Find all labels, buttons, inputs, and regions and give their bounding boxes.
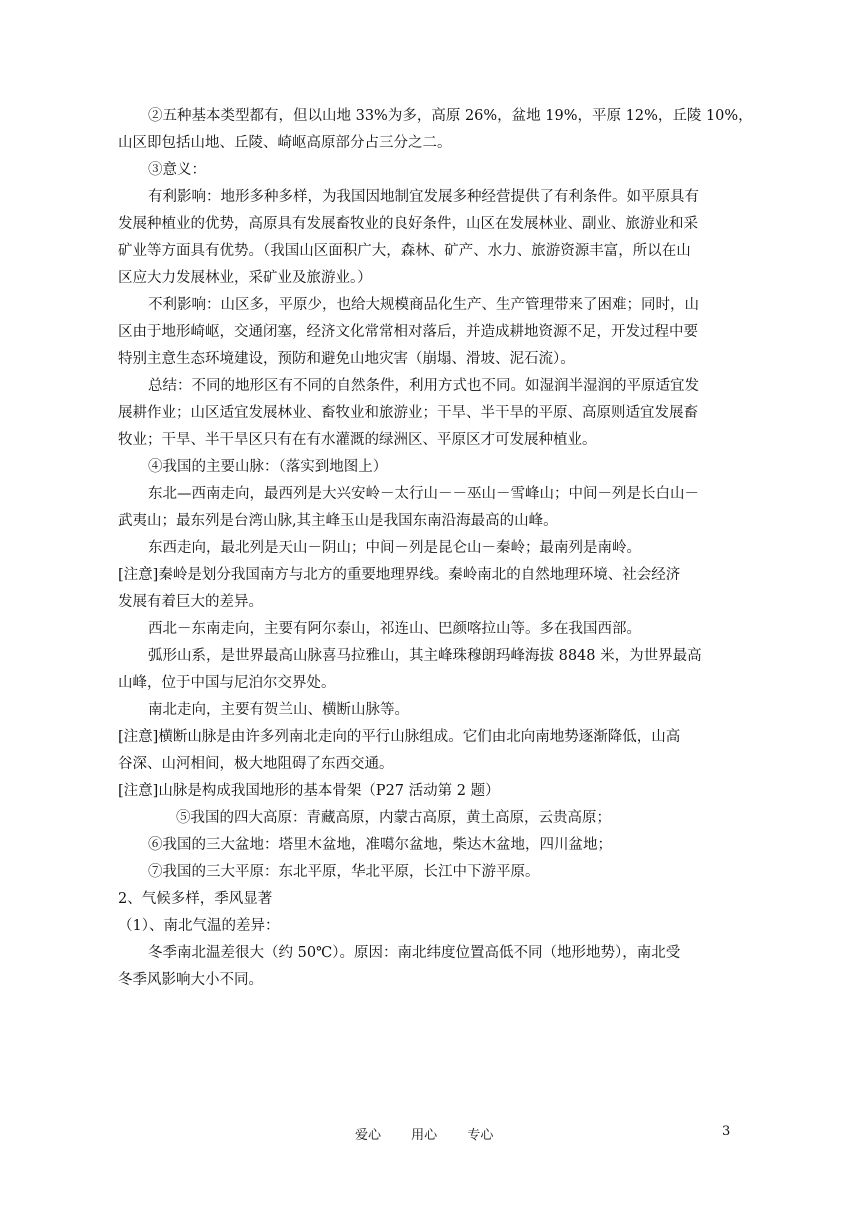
text-line: 南北走向，主要有贺兰山、横断山脉等。 <box>148 702 409 718</box>
text-line: 山区即包括山地、丘陵、崎岖高原部分占三分之二。 <box>118 135 452 151</box>
text-line: 冬季南北温差很大（约 50℃）。原因：南北纬度位置高低不同（地形地势），南北受 <box>148 945 681 961</box>
text-line: ③意义： <box>148 162 206 178</box>
text-line: ⑦我国的三大平原：东北平原，华北平原，长江中下游平原。 <box>148 864 540 880</box>
text-line: 总结：不同的地形区有不同的自然条件，利用方式也不同。如湿润半湿润的平原适宜发 <box>148 378 699 394</box>
text-line: 武夷山；最东列是台湾山脉,其主峰玉山是我国东南沿海最高的山峰。 <box>118 513 558 529</box>
footer-motto-3: 专心 <box>467 1128 494 1143</box>
text-line: ⑥我国的三大盆地：塔里木盆地，准噶尔盆地，柴达木盆地，四川盆地； <box>148 837 612 853</box>
text-line: 矿业等方面具有优势。（我国山区面积广大，森林、矿产、水力、旅游资源丰富，所以在山 <box>118 243 691 259</box>
text-line: 东西走向，最北列是天山－阴山；中间－列是昆仑山－秦岭；最南列是南岭。 <box>148 540 641 556</box>
text-line: ⑤我国的四大高原：青藏高原，内蒙古高原，黄土高原，云贵高原； <box>176 810 611 826</box>
text-line: 区应大力发展林业，采矿业及旅游业。） <box>118 270 372 286</box>
text-line: 2、气候多样，季风显著 <box>118 891 273 907</box>
text-line: 东北—西南走向，最西列是大兴安岭－太行山－－巫山－雪峰山；中间－列是长白山－ <box>148 486 699 502</box>
text-line: [注意]山脉是构成我国地形的基本骨架（P27 活动第 2 题） <box>118 783 500 799</box>
text-line: 展耕作业；山区适宜发展林业、畜牧业和旅游业；干旱、半干旱的平原、高原则适宜发展畜 <box>118 405 698 421</box>
text-line: 谷深、山河相间，极大地阻碍了东西交通。 <box>118 756 394 772</box>
text-line: 不利影响：山区多，平原少，也给大规模商品化生产、生产管理带来了困难；同时，山 <box>148 297 699 313</box>
text-line: 有利影响：地形多种多样，为我国因地制宜发展多种经营提供了有利条件。如平原具有 <box>148 189 699 205</box>
text-line: 特别主意生态环境建设，预防和避免山地灾害（崩塌、滑坡、泥石流）。 <box>118 351 575 367</box>
footer-motto <box>355 1124 519 1143</box>
text-line: 牧业；干旱、半干旱区只有在有水灌溉的绿洲区、平原区才可发展种植业。 <box>118 432 597 448</box>
text-line: 弧形山系，是世界最高山脉喜马拉雅山，其主峰珠穆朗玛峰海拔 8848 米，为世界最高 <box>148 648 702 664</box>
text-line: 发展种植业的优势，高原具有发展畜牧业的良好条件，山区在发展林业、副业、旅游业和采 <box>118 216 698 232</box>
text-line: ④我国的主要山脉：（落实到地图上） <box>148 459 388 475</box>
footer-motto-2: 用心 <box>411 1128 438 1143</box>
text-line: 区由于地形崎岖，交通闭塞，经济文化常常相对落后，并造成耕地资源不足，开发过程中要 <box>118 324 698 340</box>
text-line: [注意]秦岭是划分我国南方与北方的重要地理界线。秦岭南北的自然地理环境、社会经济 <box>118 567 681 583</box>
text-line: 发展有着巨大的差异。 <box>118 594 263 610</box>
text-line: 山峰，位于中国与尼泊尔交界处。 <box>118 675 336 691</box>
page-number: 3 <box>722 1124 731 1139</box>
text-line: 西北－东南走向，主要有阿尔泰山，祁连山、巴颜喀拉山等。多在我国西部。 <box>148 621 641 637</box>
text-line: （1）、南北气温的差异： <box>118 918 280 934</box>
footer-motto-1: 爱心 <box>355 1128 382 1143</box>
text-line: [注意]横断山脉是由许多列南北走向的平行山脉组成。它们由北向南地势逐渐降低，山高 <box>118 729 681 745</box>
text-line: ②五种基本类型都有，但以山地 33%为多，高原 26%，盆地 19%，平原 12%，丘陵 10%， <box>148 108 753 124</box>
text-line: 冬季风影响大小不同。 <box>118 972 263 988</box>
